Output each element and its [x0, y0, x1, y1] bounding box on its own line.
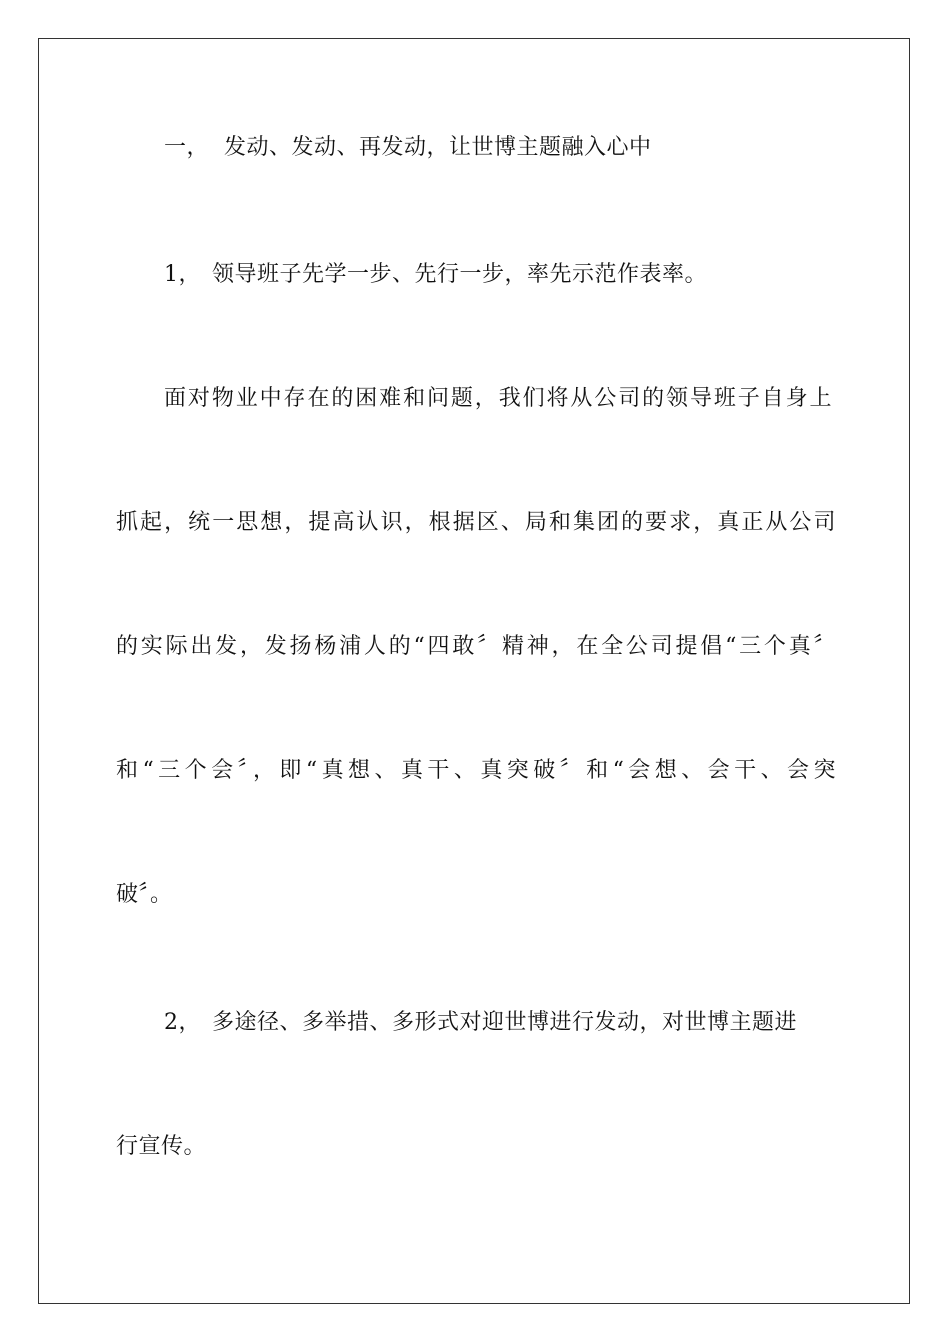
section-heading: [164, 133, 884, 163]
paragraph-1-line-2: 抓起，统一思想，提高认识，根据区、局和集团的要求，真正从公司: [116, 510, 836, 535]
item-1-heading: [164, 260, 884, 290]
item-2-number: 2，: [164, 1010, 201, 1035]
section-heading-text: 发动、发动、再发动，让世博主题融入心中: [224, 135, 652, 160]
item-1-number: 1，: [164, 262, 201, 287]
paragraph-1-line-1: 面对物业中存在的困难和问题，我们将从公司的领导班子自身上: [164, 386, 832, 411]
section-heading-number: 一，: [164, 135, 210, 160]
paragraph-1-line-4: 和“三个会〞，即“真想、真干、真突破〞和“会想、会干、会突: [116, 758, 836, 783]
item-2-text: 多途径、多举措、多形式对迎世博进行发动，对世博主题进: [212, 1010, 798, 1035]
page-border: [38, 38, 910, 1304]
item-2-continuation: 行宣传。: [116, 1134, 207, 1159]
item-2-heading: [164, 1008, 884, 1038]
paragraph-1-line-5: 破〞。: [116, 882, 173, 907]
paragraph-1-line-3: 的实际出发，发扬杨浦人的“四敢〞精神，在全公司提倡“三个真〞: [116, 634, 836, 659]
item-1-text: 领导班子先学一步、先行一步，率先示范作表率。: [212, 262, 708, 287]
